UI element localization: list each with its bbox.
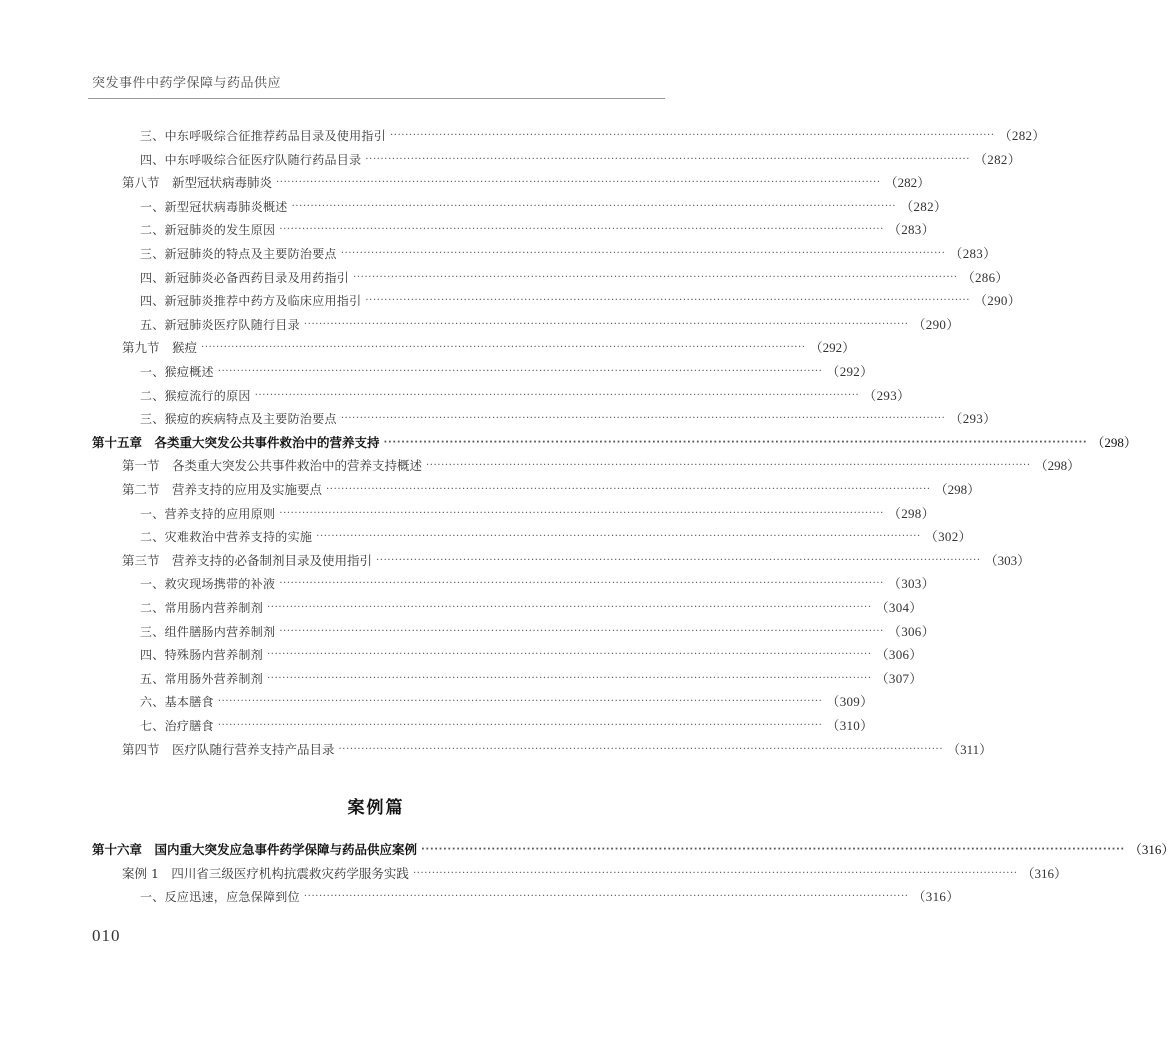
toc-entry-page: （283） — [949, 246, 997, 261]
toc-entry-label: 三、猴痘的疾病特点及主要防治要点 — [140, 412, 337, 427]
toc-entry-label: 五、新冠肺炎医疗队随行目录 — [140, 317, 300, 332]
dot-leader: ································································································································································ — [316, 531, 921, 543]
dot-leader: ································································································································································ — [201, 342, 806, 354]
toc-entry-page: （292） — [826, 364, 874, 379]
dot-leader: ································································································································································ — [267, 649, 872, 661]
dot-leader: ································································································································································ — [303, 318, 909, 330]
toc-entry-page: （292） — [809, 340, 856, 356]
toc-entry-page: （290） — [974, 293, 1021, 309]
toc-entry-item[interactable] — [140, 291, 1021, 311]
toc-entry-label: 第八节 新型冠状病毒肺炎 — [122, 175, 273, 191]
toc-entry-page: （282） — [974, 151, 1021, 167]
toc-entry-item[interactable] — [140, 622, 935, 642]
toc-entry-label: 三、新冠肺炎的特点及主要防治要点 — [140, 247, 337, 261]
dot-leader: ································································································································································ — [390, 130, 995, 141]
dot-leader: ································································································································································ — [217, 720, 823, 731]
toc-entry-label: 一、新型冠状病毒肺炎概述 — [140, 199, 288, 214]
toc-entry-item[interactable] — [140, 887, 960, 907]
dot-leader: ································································································································································ — [365, 153, 970, 165]
toc-entry-page: （282） — [884, 175, 931, 191]
toc-entry-page: （310） — [826, 718, 874, 733]
toc-entry-label: 五、常用肠外营养制剂 — [140, 671, 264, 686]
toc-entry-label: 二、猴痘流行的原因 — [140, 388, 251, 403]
toc-entry-section[interactable] — [122, 173, 931, 193]
dot-leader: ································································································································································ — [338, 743, 944, 755]
toc-entry-label: 第十六章 国内重大突发应急事件药学保障与药品供应案例 — [92, 842, 418, 857]
toc-entry-label: 一、营养支持的应用原则 — [140, 506, 276, 521]
toc-entry-item[interactable] — [140, 362, 874, 382]
toc-entry-item[interactable] — [140, 716, 874, 736]
toc-entry-label: 四、新冠肺炎必备西药目录及用药指引 — [140, 270, 350, 285]
toc-entry-page: （298） — [934, 482, 981, 497]
toc-entry-item[interactable] — [140, 504, 935, 524]
toc-entry-page: （283） — [887, 222, 935, 238]
toc-entry-page: （298） — [1091, 434, 1137, 450]
toc-entry-page: （282） — [998, 128, 1046, 143]
dot-leader: ································································································································································ — [279, 507, 884, 519]
dot-leader: ································································································································································ — [421, 844, 1125, 855]
toc-entry-label: 七、治疗膳食 — [140, 719, 214, 733]
toc-entry-label: 第十五章 各类重大突发公共事件救治中的营养支持 — [92, 434, 380, 450]
toc-entry-label: 四、中东呼吸综合征医疗队随行药品目录 — [140, 152, 362, 167]
toc-entry-section[interactable] — [122, 456, 1081, 476]
dot-leader: ································································································································································ — [267, 602, 872, 613]
toc-entry-page: （303） — [887, 576, 935, 592]
toc-entry-section[interactable] — [122, 480, 981, 500]
dot-leader: ································································································································································ — [254, 389, 860, 401]
toc-entry-label: 第三节 营养支持的必备制剂目录及使用指引 — [122, 552, 373, 568]
toc-entry-label: 二、灾难救治中营养支持的实施 — [140, 530, 313, 545]
toc-entry-label: 第九节 猴痘 — [122, 340, 198, 356]
toc-entry-label: 二、常用肠内营养制剂 — [140, 601, 264, 615]
toc-entry-section[interactable] — [122, 740, 993, 760]
header-rule — [88, 98, 665, 99]
toc-entry-section[interactable] — [122, 338, 856, 358]
toc-entry-item[interactable] — [140, 268, 1009, 288]
toc-entry-chapter[interactable] — [92, 433, 1137, 453]
dot-leader: ································································································································································ — [412, 867, 1018, 879]
toc-entry-label: 一、猴痘概述 — [140, 365, 214, 379]
toc-entry-page: （309） — [826, 694, 874, 710]
part-title: 案例篇 — [347, 798, 405, 818]
toc-entry-section[interactable] — [122, 864, 1068, 884]
toc-entry-page: （302） — [924, 529, 972, 545]
dot-leader: ································································································································································ — [376, 554, 981, 566]
toc-entry-item[interactable] — [140, 244, 997, 264]
toc-entry-page: （282） — [900, 198, 948, 214]
dot-leader: ································································································································································ — [303, 891, 909, 903]
toc-entry-page: （286） — [961, 269, 1009, 285]
dot-leader: ································································································································································ — [279, 625, 884, 637]
dot-leader: ································································································································································ — [340, 413, 946, 425]
page-number: 010 — [92, 926, 121, 945]
toc-entry-label: 六、基本膳食 — [140, 695, 214, 710]
toc-entry-item[interactable] — [140, 409, 997, 429]
dot-leader: ································································································································································ — [217, 366, 823, 377]
toc-entry-label: 四、特殊肠内营养制剂 — [140, 648, 264, 663]
dot-leader: ································································································································································ — [353, 271, 958, 283]
toc-entry-label: 三、中东呼吸综合征推荐药品目录及使用指引 — [140, 129, 387, 143]
dot-leader: ································································································································································ — [326, 484, 931, 495]
dot-leader: ································································································································································ — [267, 672, 872, 684]
toc-entry-item[interactable] — [140, 315, 960, 335]
dot-leader: ································································································································································ — [279, 578, 884, 590]
dot-leader: ································································································································································ — [276, 177, 881, 189]
toc-entry-item[interactable] — [140, 692, 874, 712]
running-header: 突发事件中药学保障与药品供应 — [92, 76, 282, 91]
toc-entry-page: （298） — [1034, 458, 1081, 474]
toc-entry-item[interactable] — [140, 598, 923, 618]
toc-entry-page: （293） — [949, 411, 997, 427]
toc-entry-label: 第二节 营养支持的应用及实施要点 — [122, 482, 323, 497]
toc-entry-page: （307） — [875, 670, 923, 686]
toc-entry-page: （303） — [984, 552, 1031, 568]
dot-leader: ································································································································································ — [365, 295, 970, 307]
toc-entry-label: 第一节 各类重大突发公共事件救治中的营养支持概述 — [122, 458, 423, 474]
toc-entry-page: （311） — [947, 741, 993, 757]
toc-entry-page: （316） — [1128, 842, 1174, 857]
toc-entry-label: 二、新冠肺炎的发生原因 — [140, 223, 276, 238]
toc-entry-item[interactable] — [140, 220, 935, 240]
dot-leader: ································································································································································ — [217, 696, 823, 708]
toc-entry-label: 四、新冠肺炎推荐中药方及临床应用指引 — [140, 294, 362, 309]
toc-entry-item[interactable] — [140, 197, 948, 217]
toc-entry-page: （290） — [912, 316, 960, 332]
toc-entry-page: （304） — [875, 600, 923, 615]
toc-entry-item[interactable] — [140, 150, 1021, 170]
toc-entry-item[interactable] — [140, 574, 935, 594]
dot-leader: ································································································································································ — [291, 200, 897, 212]
dot-leader: ································································································································································ — [340, 248, 946, 259]
toc-entry-label: 一、救灾现场携带的补液 — [140, 577, 276, 592]
toc-entry-label: 第四节 医疗队随行营养支持产品目录 — [122, 741, 335, 757]
toc-entry-item[interactable] — [140, 669, 923, 689]
toc-entry-chapter[interactable] — [92, 840, 1174, 860]
toc-entry-page: （316） — [912, 889, 960, 905]
toc-entry-label: 案例 1 四川省三级医疗机构抗震救灾药学服务实践 — [122, 865, 409, 881]
toc-entry-page: （306） — [875, 647, 923, 663]
toc-entry-item[interactable] — [140, 645, 923, 665]
toc-entry-page: （293） — [863, 387, 911, 403]
dot-leader: ································································································································································ — [279, 224, 884, 236]
toc-entry-label: 一、反应迅速，应急保障到位 — [140, 890, 300, 905]
toc-entry-page: （298） — [887, 505, 935, 521]
toc-entry-item[interactable] — [140, 126, 1046, 146]
toc-entry-section[interactable] — [122, 551, 1031, 571]
dot-leader: ································································································································································ — [426, 460, 1031, 472]
toc-entry-item[interactable] — [140, 527, 972, 547]
toc-entry-label: 三、组件膳肠内营养制剂 — [140, 624, 276, 639]
dot-leader: ································································································································································ — [383, 436, 1088, 448]
toc-entry-page: （316） — [1021, 865, 1068, 881]
toc-entry-item[interactable] — [140, 386, 911, 406]
toc-entry-page: （306） — [887, 623, 935, 639]
